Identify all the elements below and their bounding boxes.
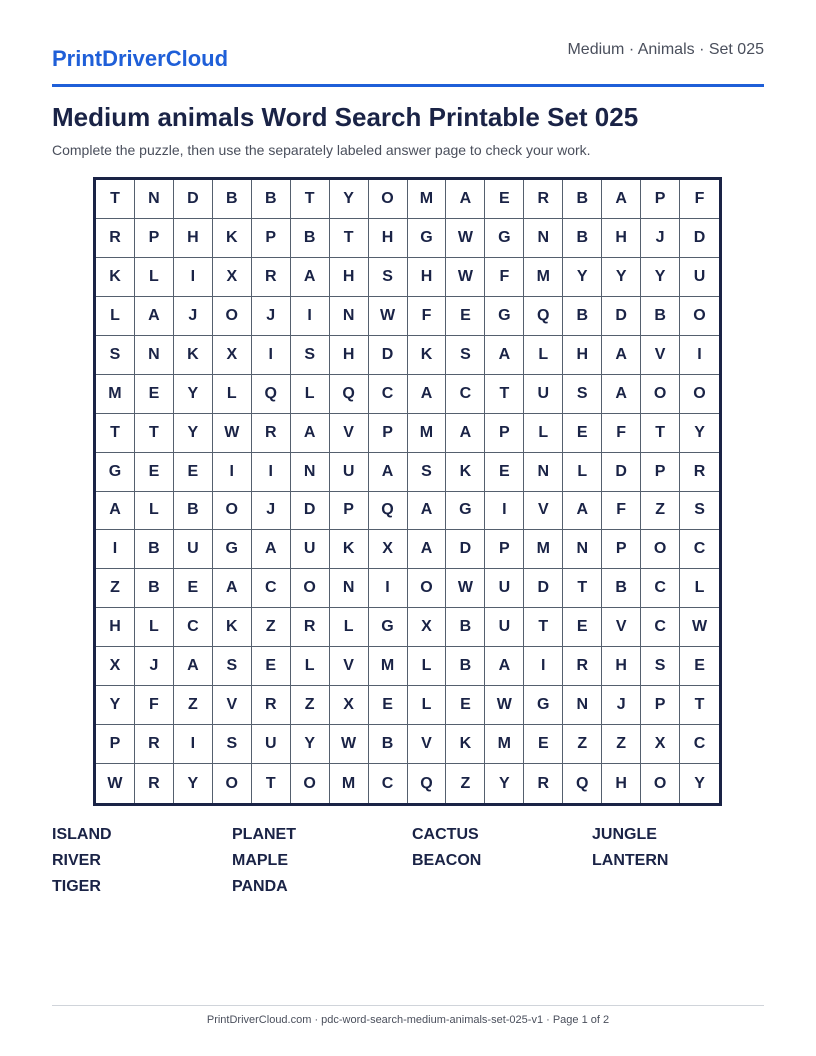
grid-cell: F [485,258,524,297]
grid-cell: A [369,453,408,492]
grid-cell: A [174,647,213,686]
word-list-item: ISLAND [52,826,112,843]
grid-cell: L [330,608,369,647]
grid-cell: J [641,219,680,258]
grid-cell: E [174,569,213,608]
grid-cell: L [213,375,252,414]
grid-cell: R [252,414,291,453]
grid-cell: N [330,297,369,336]
grid-cell: K [330,530,369,569]
grid-cell: C [641,569,680,608]
grid-cell: C [680,725,719,764]
grid-cell: H [563,336,602,375]
grid-cell: X [408,608,447,647]
word-list-item: PLANET [232,826,296,843]
grid-cell: B [446,608,485,647]
grid-cell: V [330,414,369,453]
word-list-item: TIGER [52,878,101,895]
grid-cell: D [446,530,485,569]
grid-cell: T [524,608,563,647]
grid-cell: B [563,180,602,219]
grid-cell: S [213,647,252,686]
word-list-item: CACTUS [412,826,479,843]
grid-cell: W [446,219,485,258]
grid-cell: P [369,414,408,453]
grid-cell: G [213,530,252,569]
grid-cell: C [174,608,213,647]
word-list-item: BEACON [412,852,482,869]
grid-cell: U [174,530,213,569]
grid-cell: Z [96,569,135,608]
grid-cell: T [96,180,135,219]
grid-cell: J [602,686,641,725]
grid-cell: V [524,492,563,531]
grid-cell: V [641,336,680,375]
grid-cell: D [524,569,563,608]
grid-cell: A [602,336,641,375]
grid-cell: B [563,297,602,336]
grid-cell: R [680,453,719,492]
grid-cell: P [641,453,680,492]
grid-cell: O [291,569,330,608]
grid-cell: A [485,336,524,375]
word-list-item: JUNGLE [592,826,657,843]
grid-cell: E [680,647,719,686]
grid-cell: E [135,375,174,414]
grid-cell: H [369,219,408,258]
word-list-item: MAPLE [232,852,288,869]
grid-cell: I [174,258,213,297]
grid-cell: B [369,725,408,764]
grid-cell: Q [524,297,563,336]
grid-cell: A [408,375,447,414]
grid-cell: A [446,180,485,219]
grid-cell: T [330,219,369,258]
grid-cell: N [135,180,174,219]
grid-cell: M [524,530,563,569]
grid-cell: E [174,453,213,492]
grid-cell: M [408,414,447,453]
grid-cell: L [291,647,330,686]
grid-cell: C [369,764,408,803]
grid-cell: D [602,453,641,492]
grid-cell: Z [446,764,485,803]
page-footer: PrintDriverCloud.com · pdc-word-search-medium-animals-set-025-v1 · Page 1 of 2 [206,1014,610,1026]
grid-cell: R [135,725,174,764]
grid-cell: W [330,725,369,764]
grid-cell: M [96,375,135,414]
grid-cell: E [369,686,408,725]
grid-cell: R [252,686,291,725]
grid-cell: B [602,569,641,608]
grid-cell: U [485,569,524,608]
grid-cell: T [135,414,174,453]
grid-cell: X [96,647,135,686]
grid-cell: O [408,569,447,608]
grid-cell: O [291,764,330,803]
grid-cell: C [680,530,719,569]
grid-cell: L [135,608,174,647]
grid-cell: T [563,569,602,608]
grid-cell: C [252,569,291,608]
grid-cell: S [96,336,135,375]
grid-cell: P [330,492,369,531]
grid-cell: R [524,764,563,803]
grid-cell: I [252,336,291,375]
grid-cell: I [213,453,252,492]
grid-cell: G [446,492,485,531]
grid-cell: C [641,608,680,647]
word-search-grid [93,177,722,806]
grid-cell: W [485,686,524,725]
grid-cell: S [213,725,252,764]
grid-cell: H [602,219,641,258]
grid-cell: Y [174,375,213,414]
grid-cell: L [563,453,602,492]
grid-cell: Y [694,774,705,792]
grid-cell: Y [563,258,602,297]
grid-cell: K [408,336,447,375]
grid-cell: G [485,297,524,336]
grid-cell: L [524,336,563,375]
grid-cell: S [408,453,447,492]
grid-cell: U [680,258,719,297]
grid-cell: F [602,414,641,453]
grid-cell: O [641,530,680,569]
grid-cell: E [135,453,174,492]
grid-cell: W [446,569,485,608]
grid-cell: B [563,219,602,258]
grid-cell: A [291,258,330,297]
grid-cell: X [213,336,252,375]
grid-cell: T [252,764,291,803]
grid-cell: A [291,414,330,453]
word-list-item: PANDA [232,878,288,895]
grid-cell: S [680,492,719,531]
brand-logo[interactable]: PrintDriverCloud [52,46,229,71]
grid-cell: P [485,414,524,453]
grid-cell: I [524,647,563,686]
grid-cell: F [135,686,174,725]
grid-cell: E [446,297,485,336]
grid-cell: N [291,453,330,492]
grid-cell: Q [252,375,291,414]
grid-cell: Y [602,258,641,297]
word-list [52,825,772,903]
grid-cell: K [446,453,485,492]
grid-cell: U [291,530,330,569]
grid-cell: J [135,647,174,686]
grid-cell: N [524,219,563,258]
grid-cell: Z [291,686,330,725]
grid-cell: X [641,725,680,764]
grid-cell: I [96,530,135,569]
grid-cell: U [330,453,369,492]
grid-cell: M [330,764,369,803]
grid-cell: C [446,375,485,414]
grid-cell: K [446,725,485,764]
grid-cell: L [524,414,563,453]
grid-cell: X [330,686,369,725]
grid-cell: M [369,647,408,686]
grid-cell: H [174,219,213,258]
puzzle-meta: Medium · Animals · Set 025 [567,41,764,58]
grid-cell: L [408,647,447,686]
grid-cell: M [524,258,563,297]
grid-cell: O [680,375,719,414]
grid-cell: E [563,608,602,647]
grid-cell: W [446,258,485,297]
word-list-item: RIVER [52,852,101,869]
grid-cell: T [641,414,680,453]
grid-cell: D [680,219,719,258]
grid-cell: K [96,258,135,297]
grid-cell: S [641,647,680,686]
grid-cell: Q [563,764,602,803]
grid-cell: N [135,336,174,375]
grid-cell: B [446,647,485,686]
grid-cell: K [213,219,252,258]
grid-cell: C [369,375,408,414]
grid-cell: J [252,492,291,531]
grid-cell: T [291,180,330,219]
grid-cell: O [369,180,408,219]
grid-cell: E [485,180,524,219]
grid-cell: X [213,258,252,297]
grid-cell: O [213,492,252,531]
grid-cell: B [641,297,680,336]
grid-cell: W [213,414,252,453]
grid-cell: Y [680,414,719,453]
grid-cell: E [446,686,485,725]
grid-cell: Q [408,764,447,803]
grid-cell: B [213,180,252,219]
grid-cell: N [563,686,602,725]
grid-cell: H [408,258,447,297]
grid-cell: G [485,219,524,258]
grid-cell: E [524,725,563,764]
grid-cell: V [330,647,369,686]
grid-cell: T [680,686,719,725]
grid-cell: A [96,492,135,531]
grid-cell: F [602,492,641,531]
grid-cell: H [96,608,135,647]
grid-cell: G [408,219,447,258]
footer-divider [52,1005,764,1006]
page-subtitle: Complete the puzzle, then use the separately labeled answer page to check your work. [52,142,591,158]
grid-cell: L [135,258,174,297]
grid-cell: T [96,414,135,453]
grid-cell: S [563,375,602,414]
grid-cell: W [96,764,135,803]
grid-cell: Y [641,258,680,297]
grid-cell: D [369,336,408,375]
grid-cell: L [408,686,447,725]
grid-cell: L [96,297,135,336]
grid-cell: P [641,180,680,219]
grid-cell: F [408,297,447,336]
grid-cell: D [174,180,213,219]
grid-cell: R [252,258,291,297]
grid-cell: O [641,764,680,803]
grid-cell: L [135,492,174,531]
grid-cell: I [252,453,291,492]
grid-cell: K [213,608,252,647]
grid-cell: B [135,569,174,608]
grid-cell: G [524,686,563,725]
grid-cell: F [680,180,719,219]
grid-cell: A [446,414,485,453]
grid-cell: Z [174,686,213,725]
grid-cell: G [96,453,135,492]
grid-cell: L [680,569,719,608]
grid-cell: I [680,336,719,375]
grid-cell: M [408,180,447,219]
grid-cell: I [291,297,330,336]
grid-cell: V [213,686,252,725]
grid-cell: V [602,608,641,647]
grid-cell: S [369,258,408,297]
grid-cell: O [213,764,252,803]
grid-cell: L [291,375,330,414]
grid-cell: W [680,608,719,647]
grid-cell: A [252,530,291,569]
grid-cell: Z [252,608,291,647]
grid-cell: I [174,725,213,764]
grid-cell: Z [602,725,641,764]
grid-cell: O [680,297,719,336]
grid-cell: I [369,569,408,608]
grid-cell: O [641,375,680,414]
grid-cell: A [213,569,252,608]
grid-cell: Z [641,492,680,531]
grid-cell: X [369,530,408,569]
page-title: Medium animals Word Search Printable Set 025 [52,102,639,132]
grid-cell: E [563,414,602,453]
grid-cell: E [485,453,524,492]
grid-cell: H [602,764,641,803]
grid-cell: A [602,180,641,219]
grid-cell: A [408,530,447,569]
grid-cell: P [602,530,641,569]
grid-cell: H [330,258,369,297]
grid-cell: Y [174,414,213,453]
grid-cell: H [602,647,641,686]
grid-cell: Y [330,180,369,219]
grid-cell: R [291,608,330,647]
grid-cell: A [563,492,602,531]
grid-cell: J [252,297,291,336]
grid-cell: P [641,686,680,725]
grid-cell: Q [369,492,408,531]
grid-cell: Y [96,686,135,725]
grid-cell: N [524,453,563,492]
grid-cell: K [174,336,213,375]
grid-cell: S [291,336,330,375]
grid-cell: Z [563,725,602,764]
grid-cell: W [369,297,408,336]
grid-cell: I [485,492,524,531]
grid-cell: S [446,336,485,375]
grid-cell: B [291,219,330,258]
word-list-item: LANTERN [592,852,669,869]
grid-cell: U [524,375,563,414]
grid-cell: N [563,530,602,569]
grid-cell: Q [330,375,369,414]
grid-cell: Y [174,764,213,803]
grid-cell: B [174,492,213,531]
grid-cell: Y [485,764,524,803]
grid-cell: R [96,219,135,258]
page-header [52,38,764,87]
grid-cell: R [135,764,174,803]
grid-cell: H [330,336,369,375]
grid-cell: U [485,608,524,647]
grid-cell: A [408,492,447,531]
grid-cell: O [213,297,252,336]
grid-cell: M [485,725,524,764]
grid-cell: P [252,219,291,258]
grid-cell: A [602,375,641,414]
grid-cell: P [135,219,174,258]
grid-cell: G [369,608,408,647]
grid-cell: R [563,647,602,686]
grid-cell: J [174,297,213,336]
grid-cell: P [96,725,135,764]
grid-cell: D [291,492,330,531]
grid-cell: D [602,297,641,336]
grid-cell: U [252,725,291,764]
grid-cell: Y [291,725,330,764]
grid-cell: B [252,180,291,219]
grid-cell: P [485,530,524,569]
grid-cell: N [330,569,369,608]
grid-cell: V [408,725,447,764]
grid-cell: A [485,647,524,686]
grid-cell: R [524,180,563,219]
grid-cell: A [135,297,174,336]
grid-cell: T [485,375,524,414]
grid-cell: E [252,647,291,686]
grid-cell: B [135,530,174,569]
